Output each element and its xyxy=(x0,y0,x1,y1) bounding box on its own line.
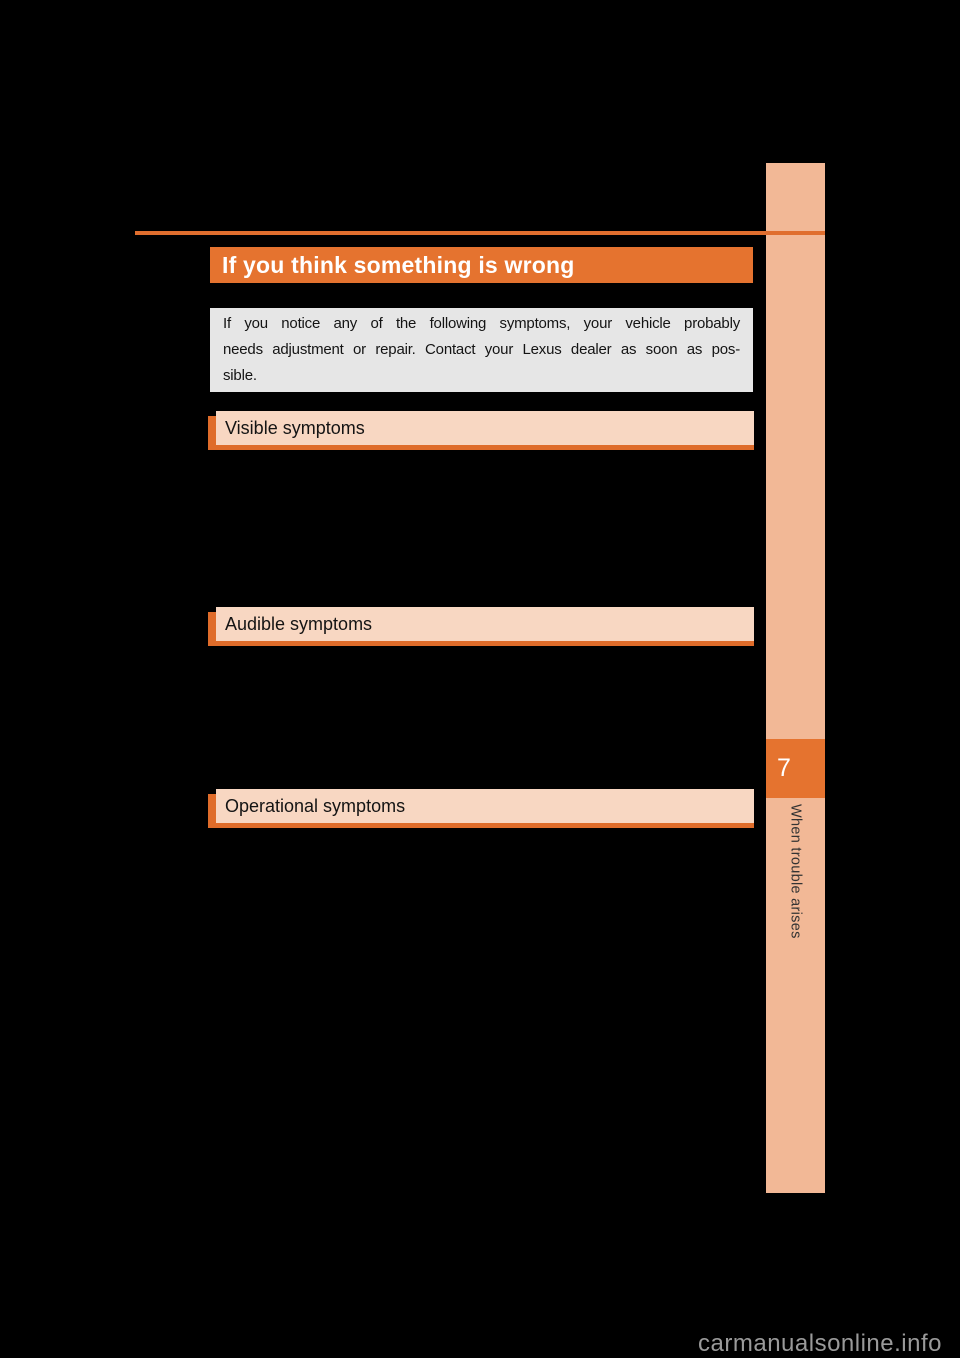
section-heading-operational-symptoms xyxy=(208,789,754,829)
section-heading-label: Operational symptoms xyxy=(225,796,406,816)
section-heading-face xyxy=(216,789,754,823)
section-heading-label: Audible symptoms xyxy=(225,614,373,634)
chapter-title-text: When trouble arises xyxy=(787,804,804,939)
page-title-bar xyxy=(210,247,753,283)
section-heading-face xyxy=(216,607,754,641)
chapter-number: 7 xyxy=(777,754,791,782)
chapter-title-vertical xyxy=(766,804,825,1104)
section-divider-rule xyxy=(135,231,825,235)
intro-line: If you notice any of the following symptoms, your vehicle probably xyxy=(223,315,740,332)
intro-note-box xyxy=(210,308,753,392)
page-title: If you think something is wrong xyxy=(222,252,575,278)
section-heading-visible-symptoms xyxy=(208,411,754,451)
chapter-number-badge xyxy=(766,739,825,798)
intro-line: needs adjustment or repair. Contact your Lexus dealer as soon as pos- xyxy=(223,341,740,358)
site-watermark: carmanualsonline.info xyxy=(698,1330,942,1357)
intro-line: sible. xyxy=(223,367,257,384)
section-heading-face xyxy=(216,411,754,445)
section-heading-label: Visible symptoms xyxy=(225,418,365,438)
section-heading-audible-symptoms xyxy=(208,607,754,647)
